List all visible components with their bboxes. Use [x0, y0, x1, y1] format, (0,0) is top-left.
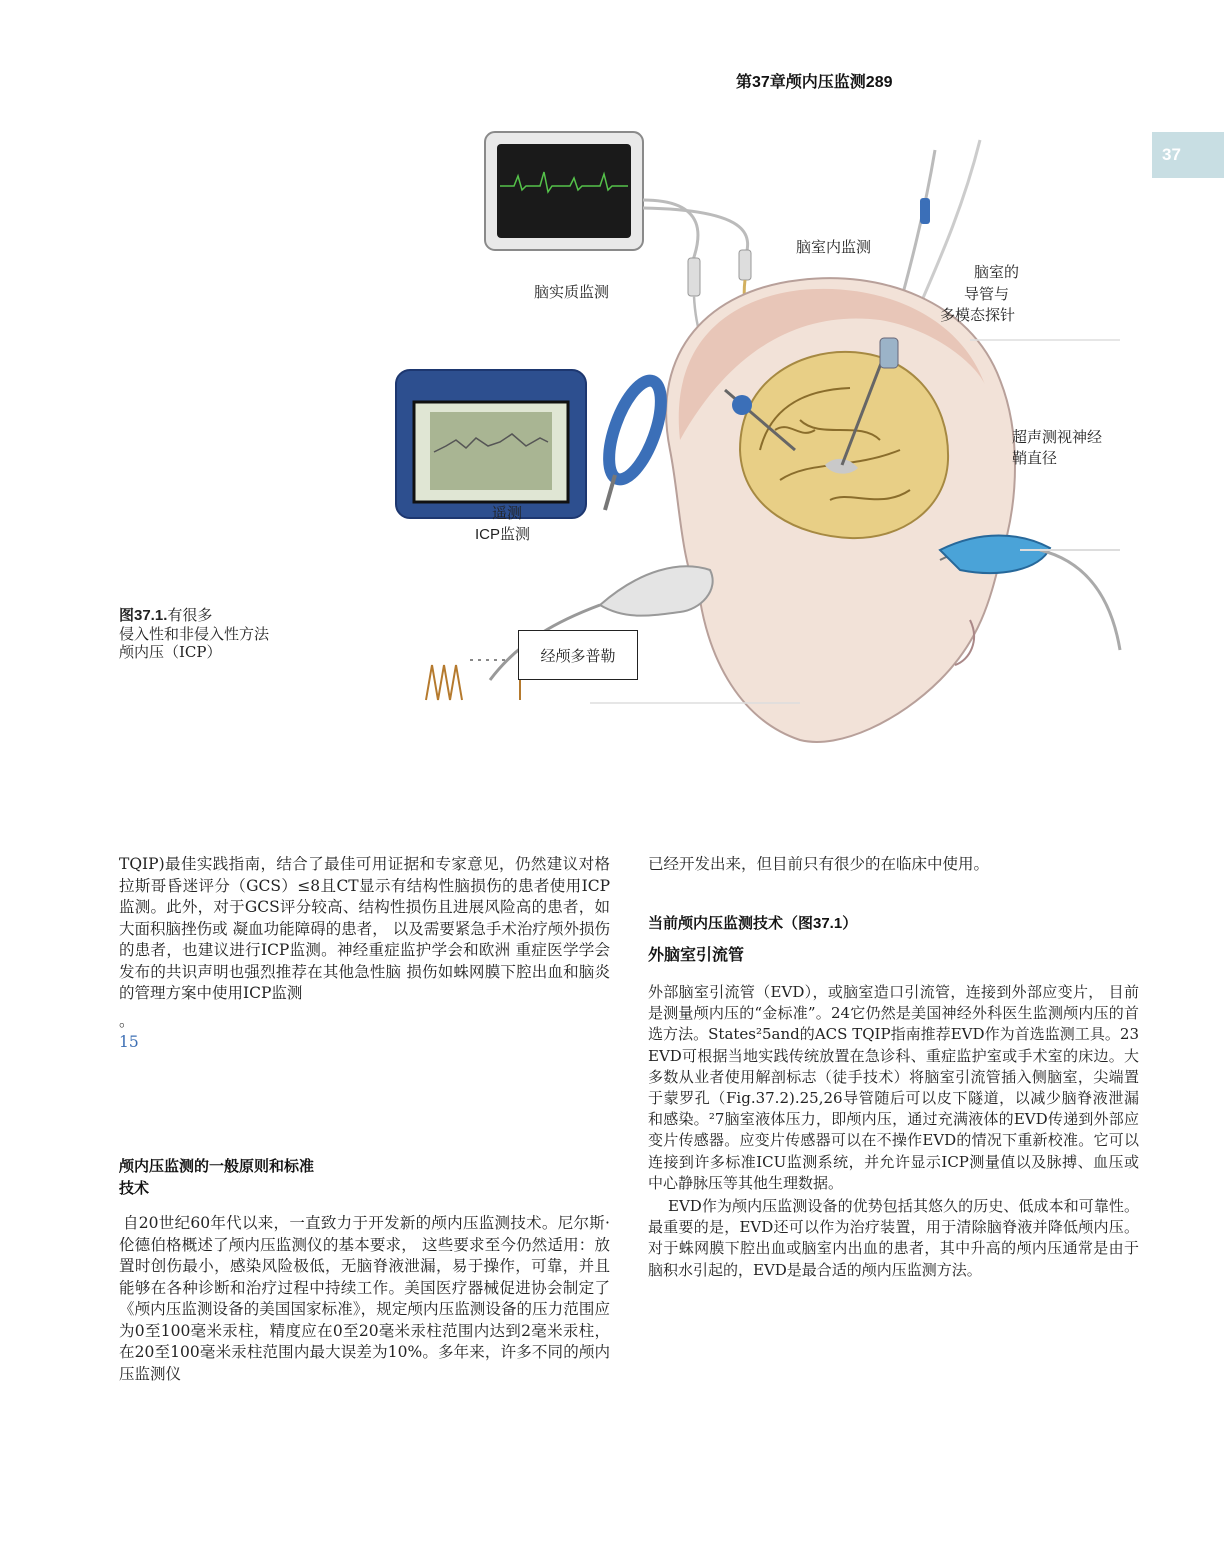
- section-heading-line-2: 技术: [119, 1180, 150, 1197]
- right-para-0-text: 已经开发出来，但目前只有很少的在临床中使用。: [648, 855, 990, 873]
- caption-line-1: 有很多: [167, 606, 213, 624]
- label-onsd-1: 超声测视神经: [1012, 428, 1103, 446]
- label-ventricular-catheter-2: 导管与: [964, 285, 1010, 303]
- label-tcd: 经颅多普勒: [518, 630, 638, 680]
- label-intraventricular: 脑室内监测: [796, 238, 872, 256]
- left-column: [119, 854, 610, 1054]
- left-para-1: TQIP)最佳实践指南，结合了最佳可用证据和专家意见，仍然建议对格拉斯哥昏迷评分（GCS）≤8且CT显示有结构性脑损伤的患者使用ICP监测。此外，对于GCS评分较高、结构性损伤且进展风险高的患者，如大面积脑挫伤或 凝血功能障碍的患者， 以及需要紧急手术治疗颅外损伤 的患者，也建议进行ICP监测。神经重症监护学会和欧洲 重症医学学会发布的共识声明也强烈推荐在其他急性脑 损伤如蛛网膜下腔出血和脑炎的管理方案中使用ICP监测: [119, 855, 610, 1002]
- figure-number: 图37.1.: [119, 607, 168, 624]
- caption-line-3: 颅内压（ICP）: [119, 643, 222, 661]
- caption-line-2: 侵入性和非侵入性方法: [119, 625, 270, 643]
- head-drawing: [666, 278, 1015, 742]
- right-heading: 当前颅内压监测技术（图37.1）: [648, 915, 858, 932]
- telemetry-device: [396, 370, 586, 518]
- label-remote-1: 遥测: [492, 504, 523, 522]
- bedside-monitor: [485, 132, 643, 250]
- right-para-0: [648, 854, 1139, 876]
- figure-caption: [119, 606, 269, 661]
- chapter-tab: 37: [1152, 132, 1224, 178]
- left-para-2-block: [119, 1213, 610, 1385]
- right-para-1: 外部脑室引流管（EVD），或脑室造口引流管，连接到外部应变片， 目前是测量颅内压的“金标准”。24它仍然是美国神经外科医生监测颅内压的首选方法。States²5and的ACS TQIP指南推荐EVD作为首选监测工具。23 EVD可根据当地实践传统放置在急诊科、重症监护室或手术室的床边。大多数从业者使用解剖标志（徒手技术）将脑室引流管插入侧脑室，尖端置于蒙罗孔（Fig.37.2).25,26导管随后可以皮下隧道，以减少脑脊液泄漏和感染。²7脑室液体压力，即颅内压，通过充满液体的EVD传递到外部应变片传感器。应变片传感器可以在不操作EVD的情况下重新校准。它可以连接到许多标准ICU监测系统，并允许显示ICP测量值以及脉搏、血压或中心静脉压等其他生理数据。: [648, 983, 1139, 1192]
- citation-ref: 15: [119, 1033, 139, 1051]
- label-onsd-2: 鞘直径: [1012, 449, 1058, 467]
- label-parenchymal: 脑实质监测: [534, 283, 610, 301]
- running-title: 第37章颅内压监测289: [736, 74, 893, 91]
- left-period: 。: [119, 1011, 135, 1030]
- section-heading-line-1: 颅内压监测的一般原则和标准: [119, 1158, 315, 1175]
- label-ventricular-catheter-3: 多模态探针: [940, 306, 1016, 324]
- section-heading: [119, 1156, 314, 1200]
- right-para-2: EVD作为颅内压监测设备的优势包括其悠久的历史、低成本和可靠性。最重要的是，EVD还可以作为治疗装置，用于清除脑脊液并降低颅内压。对于蛛网膜下腔出血或脑室内出血的患者，其中升高的颅内压通常是由于脑积水引起的，EVD是最合适的颅内压监测方法。: [648, 1197, 1139, 1279]
- right-subheading: 外脑室引流管: [648, 945, 745, 964]
- left-para-2: 自20世纪60年代以来，一直致力于开发新的颅内压监测技术。尼尔斯·伦德伯格概述了颅内压监测仪的基本要求， 这些要求至今仍然适用：放置时创伤最小，感染风险极低，无脑脊液泄漏，易于操作，可靠，并且能够在各种诊断和治疗过程中持续工作。美国医疗器械促进协会制定了《颅内压监测设备的美国国家标准》，规定颅内压监测设备的压力范围应为0至100毫米汞柱，精度应在0至20毫米汞柱范围内达到2毫米汞柱，在20至100毫米汞柱范围内最大误差为10%。多年来，许多不同的颅内压监测仪: [119, 1214, 610, 1383]
- right-column: [648, 982, 1139, 1281]
- label-ventricular-catheter-1: 脑室的: [974, 263, 1020, 281]
- label-remote-2: ICP监测: [475, 526, 531, 543]
